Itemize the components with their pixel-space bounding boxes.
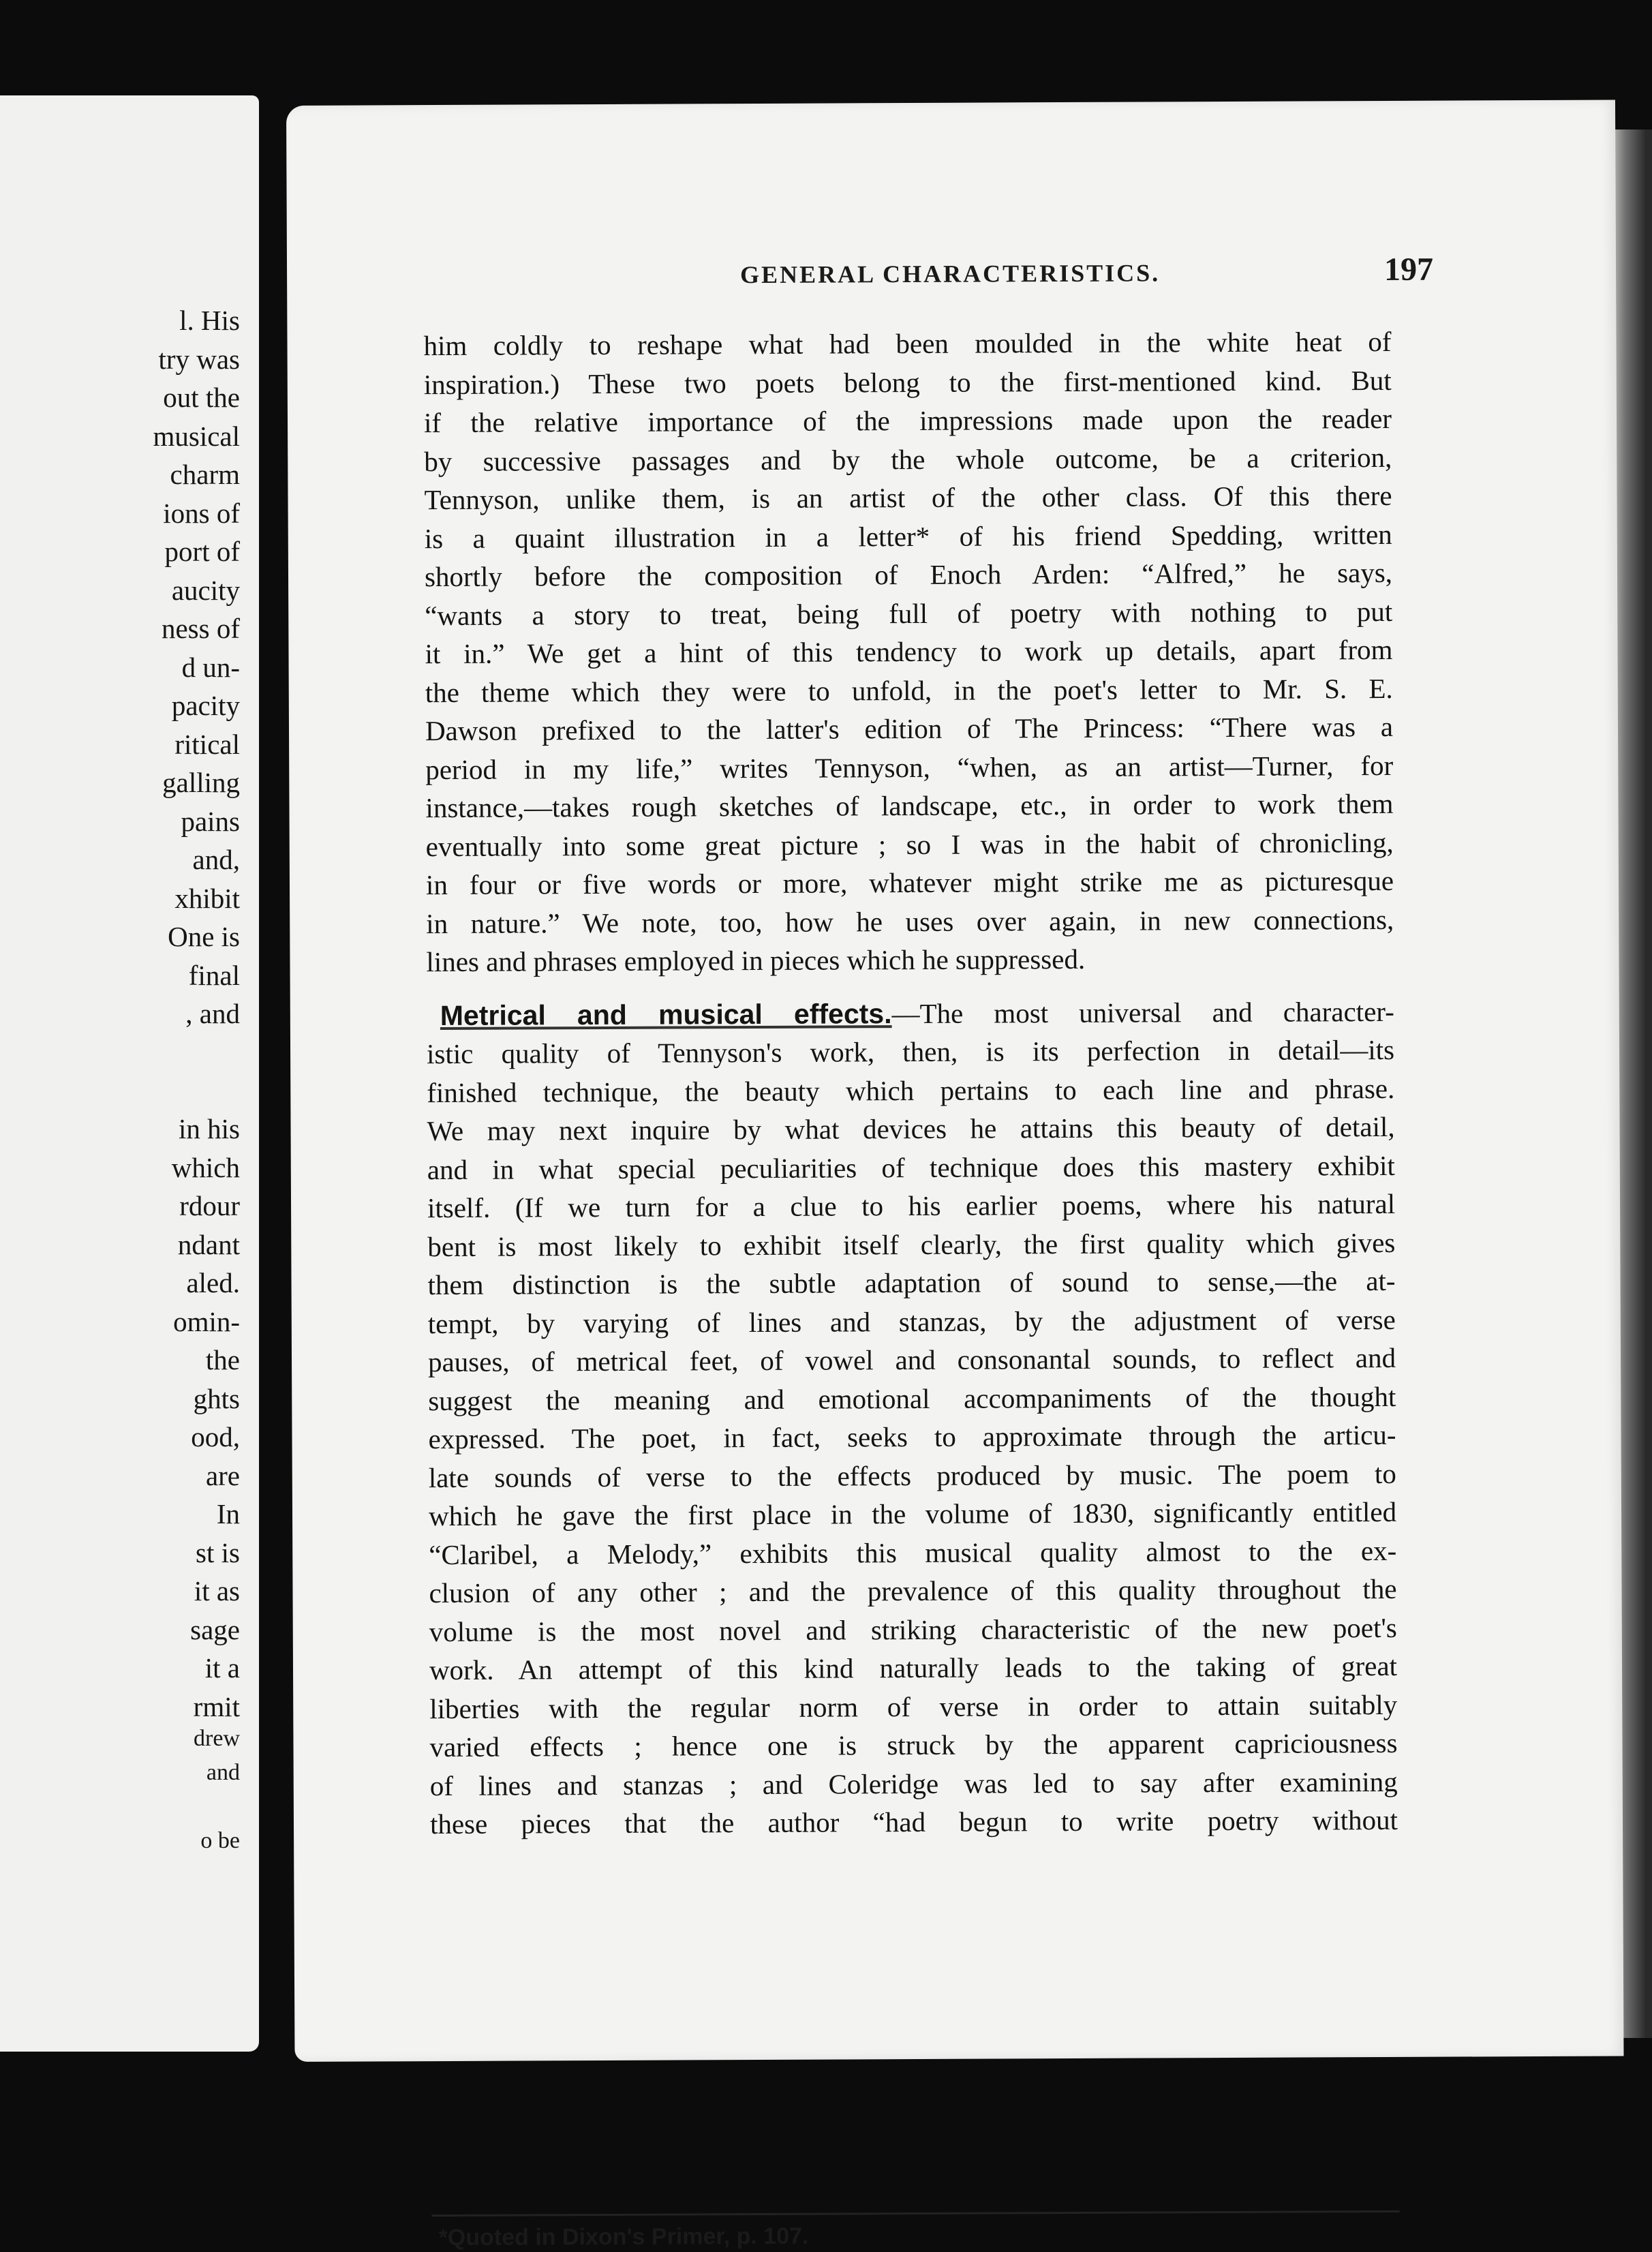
- left-page-line: the: [205, 1344, 240, 1375]
- left-page-line: try was: [158, 343, 240, 375]
- paragraph-2-line: late sounds of verse to the effects produced by music. The poem to: [428, 1457, 1396, 1493]
- footnote-rule: [432, 2210, 1400, 2217]
- paragraph-1-line: him coldly to reshape what had been moulded in the white heat of: [423, 325, 1392, 362]
- paragraph-2-line: these pieces that the author “had begun to write poetry without: [429, 1804, 1398, 1840]
- paragraph-2-line: pauses, of metrical feet, of vowel and consonantal sounds, to reflect and: [427, 1341, 1396, 1378]
- left-page-line: it a: [204, 1652, 240, 1684]
- paragraph-2-line: suggest the meaning and emotional accompaniments of the thought: [428, 1380, 1396, 1416]
- paragraph-2-first-line-text: —The most universal and character-: [891, 995, 1394, 1029]
- left-page-line: In: [216, 1498, 240, 1530]
- paragraph-2-line: varied effects ; hence one is struck by the apparent capriciousness: [429, 1726, 1398, 1763]
- paragraph-2-line: and in what special peculiarities of technique does this mastery exhibit: [427, 1149, 1395, 1185]
- paragraph-1-line: the theme which they were to unfold, in the poet's letter to Mr. S. E.: [425, 672, 1393, 708]
- paragraph-2-line: volume is the most novel and striking characteristic of the new poet's: [429, 1611, 1397, 1647]
- left-page-line: pains: [181, 805, 240, 837]
- paragraph-1-line: shortly before the composition of Enoch Arden: “Alfred,” he says,: [424, 556, 1393, 593]
- left-page-line: ndant: [177, 1228, 240, 1260]
- paragraph-1-line: instance,—takes rough sketches of landscape, etc., in order to work them: [425, 787, 1394, 824]
- paragraph-2-line: which he gave the first place in the volume of 1830, significantly entitled: [428, 1495, 1397, 1532]
- left-page-line: xhibit: [174, 882, 240, 914]
- paragraph-2-line: istic quality of Tennyson's work, then, is its perfection in detail—its: [426, 1033, 1395, 1070]
- paragraph-1-line: eventually into some great picture ; so I was in the habit of chronicling,: [425, 826, 1394, 862]
- left-page-line: , and: [185, 998, 240, 1029]
- paragraph-1-line: in four or five words or more, whatever might strike me as picturesque: [425, 864, 1394, 901]
- paragraph-2-line: itself. (If we turn for a clue to his earlier poems, where his natural: [427, 1187, 1396, 1224]
- side-heading: Metrical and musical effects.: [440, 997, 892, 1031]
- left-page-line: which: [171, 1151, 240, 1183]
- left-facing-page: [0, 95, 259, 2052]
- paragraph-1-line: if the relative importance of the impressions made upon the reader: [423, 402, 1392, 439]
- left-page-line: ritical: [174, 728, 240, 760]
- paragraph-1-line: “wants a story to treat, being full of poetry with nothing to put: [425, 595, 1393, 631]
- left-page-line: drew: [194, 1725, 240, 1751]
- left-page-line: One is: [168, 921, 240, 952]
- paragraph-2-line: work. An attempt of this kind naturally leads to the taking of great: [429, 1649, 1398, 1686]
- left-page-line: ions of: [163, 497, 240, 529]
- page-header: [287, 251, 1616, 310]
- paragraph-1-line: Dawson prefixed to the latter's edition of The Princess: “There was a: [425, 710, 1394, 747]
- paragraph-2-line: tempt, by varying of lines and stanzas, by the adjustment of verse: [427, 1303, 1396, 1339]
- left-page-line: rdour: [179, 1190, 240, 1221]
- left-page-line: ghts: [193, 1382, 240, 1414]
- paragraph-1-line: by successive passages and by the whole outcome, be a criterion,: [424, 441, 1392, 477]
- left-page-line: musical: [153, 420, 240, 452]
- left-page-line: charm: [170, 459, 240, 490]
- left-page-line: out the: [163, 382, 240, 413]
- left-page-line: are: [205, 1459, 240, 1491]
- left-page-line: final: [188, 959, 240, 991]
- paragraph-1-line: inspiration.) These two poets belong to the first-mentioned kind. But: [423, 364, 1392, 400]
- body-text: [423, 322, 1398, 1844]
- paragraph-2-line: of lines and stanzas ; and Coleridge was led to say after examining: [429, 1765, 1398, 1801]
- left-page-line: galling: [162, 767, 240, 798]
- paragraph-1-line: period in my life,” writes Tennyson, “when, as an artist—Turner, for: [425, 749, 1394, 785]
- paragraph-1-line: Tennyson, unlike them, is an artist of the other class. Of this there: [424, 479, 1392, 516]
- left-page-line: in his: [179, 1113, 240, 1144]
- paragraph-2-line: expressed. The poet, in fact, seeks to approximate through the articu-: [428, 1418, 1396, 1455]
- footnote: *Quoted in Dixon's Primer, p. 107.: [438, 2223, 809, 2251]
- left-page-line: aled.: [186, 1267, 240, 1298]
- paragraph-2-line: liberties with the regular norm of verse in order to attain suitably: [429, 1688, 1398, 1724]
- left-page-line: sage: [190, 1613, 240, 1645]
- running-head: GENERAL CHARACTERISTICS.: [740, 259, 1161, 289]
- paragraph-2-line: clusion of any other ; and the prevalence of this quality throughout the: [429, 1572, 1397, 1609]
- left-page-line: ood,: [191, 1421, 240, 1452]
- left-page-line: st is: [196, 1536, 240, 1568]
- left-page-line: pacity: [171, 690, 240, 721]
- left-page-line: it as: [194, 1575, 240, 1607]
- left-page-line: port of: [164, 536, 240, 567]
- paragraph-1-line: it in.” We get a hint of this tendency to work up details, apart from: [425, 633, 1393, 670]
- left-page-line: o be: [200, 1827, 240, 1853]
- left-page-line: d un-: [181, 651, 240, 683]
- left-page-line: and,: [192, 844, 240, 875]
- right-page: [286, 100, 1624, 2251]
- left-page-line: and: [206, 1759, 240, 1785]
- paragraph-2-line: We may next inquire by what devices he attains this beauty of detail,: [427, 1110, 1395, 1147]
- paragraph-2-line: bent is most likely to exhibit itself clearly, the first quality which gives: [427, 1226, 1396, 1262]
- left-page-line: aucity: [171, 574, 240, 606]
- left-page-line: rmit: [193, 1690, 240, 1722]
- paragraph-2-line: them distinction is the subtle adaptation of sound to sense,—the at-: [427, 1264, 1396, 1301]
- paragraph-1-line: is a quaint illustration in a letter* of his friend Spedding, written: [424, 518, 1392, 554]
- paragraph-1-line: in nature.” We note, too, how he uses over again, in new connections,: [426, 903, 1394, 939]
- paragraph-2-line: finished technique, the beauty which pertains to each line and phrase.: [427, 1072, 1395, 1108]
- page-number: 197: [1383, 251, 1434, 288]
- left-page-line: l. His: [179, 305, 240, 336]
- left-page-line: omin-: [173, 1305, 240, 1337]
- left-page-line: ness of: [161, 613, 240, 644]
- paragraph-1-line: lines and phrases employed in pieces which he suppressed.: [426, 943, 1086, 978]
- paragraph-2-first-line: [427, 992, 1394, 1035]
- paragraph-2-line: “Claribel, a Melody,” exhibits this musical quality almost to the ex-: [429, 1534, 1397, 1570]
